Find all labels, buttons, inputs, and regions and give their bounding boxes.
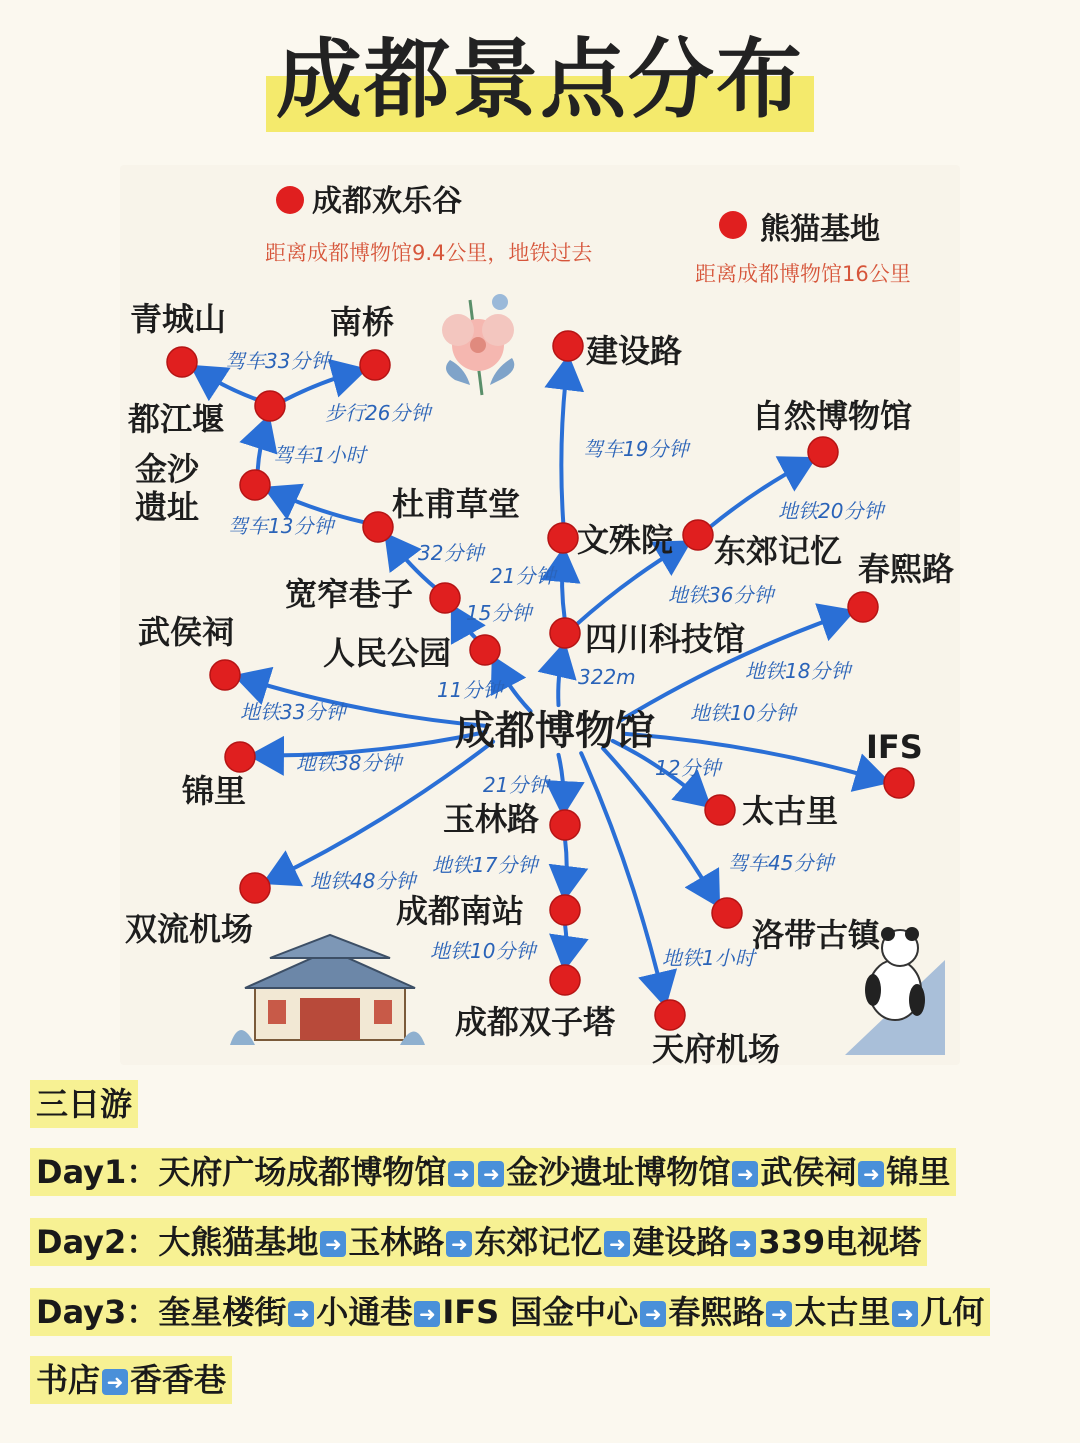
huanle-marker[interactable] — [276, 186, 304, 214]
day1-stop: 金沙遗址博物馆 — [506, 1153, 731, 1191]
day3-stop: 春熙路 — [668, 1293, 765, 1331]
marker-luodai[interactable] — [712, 898, 742, 928]
label-dufu: 杜甫草堂 — [392, 485, 521, 523]
marker-wuhou[interactable] — [210, 660, 240, 690]
note-huanle — [265, 184, 592, 266]
note-panda — [695, 211, 911, 286]
marker-jianshe[interactable] — [553, 331, 583, 361]
label-luodai: 洛带古镇 — [752, 916, 881, 954]
marker-taikoo[interactable] — [705, 795, 735, 825]
marker-renmin[interactable] — [470, 635, 500, 665]
itinerary-day3-continued — [30, 1356, 232, 1404]
day3-stop: IFS 国金中心 — [442, 1293, 639, 1331]
marker-qingcheng[interactable] — [167, 347, 197, 377]
route-wenshu_jianshe — [561, 362, 567, 524]
arrow-right-icon: ➜ — [730, 1231, 756, 1257]
marker-jinsha[interactable] — [240, 470, 270, 500]
route-label-center_ifs: 地铁10分钟 — [690, 701, 796, 725]
route-label-dongjiao_ziran: 地铁20分钟 — [778, 499, 884, 523]
marker-chunxi[interactable] — [848, 592, 878, 622]
marker-dongjiao[interactable] — [683, 520, 713, 550]
day1-stop: 武侯祠 — [760, 1153, 857, 1191]
map-canvas — [120, 165, 960, 1065]
route-label-dujiangyan_qingcheng: 驾车33分钟 — [225, 349, 331, 373]
day3-stop: 小通巷 — [316, 1293, 413, 1331]
day2-stop: 东郊记忆 — [474, 1223, 603, 1261]
label-wuhou: 武侯祠 — [138, 613, 235, 651]
arrow-right-icon: ➜ — [892, 1301, 918, 1327]
label-shuangzi: 成都双子塔 — [455, 1003, 616, 1041]
arrow-right-icon: ➜ — [320, 1231, 346, 1257]
route-yulin_nanzhan — [565, 839, 567, 894]
route-label-center_luodai: 驾车45分钟 — [728, 851, 834, 875]
route-center_yulin — [559, 755, 564, 809]
marker-nanqiao[interactable] — [360, 350, 390, 380]
day2-stop: 建设路 — [632, 1223, 729, 1261]
day3-stop: 香香巷 — [130, 1361, 227, 1399]
route-label-center_sichuan: 322m — [578, 665, 636, 689]
arrow-right-icon: ➜ — [478, 1161, 504, 1187]
label-qingcheng: 青城山 — [130, 300, 227, 338]
day3-stop: 奎星楼街 — [158, 1293, 287, 1331]
label-wenshu: 文殊院 — [577, 521, 674, 559]
huanle-label: 成都欢乐谷 — [312, 184, 462, 219]
panda-label: 熊猫基地 — [760, 212, 880, 247]
label-jianshe: 建设路 — [586, 332, 683, 370]
marker-dufu[interactable] — [363, 512, 393, 542]
route-label-kuanzhai_jinsha: 驾车13分钟 — [228, 514, 334, 538]
day3-label: Day3： — [36, 1293, 159, 1331]
arrow-right-icon: ➜ — [766, 1301, 792, 1327]
route-dujiangyan_qingcheng — [196, 369, 257, 400]
marker-kuanzhai[interactable] — [430, 583, 460, 613]
label-jinsha: 遗址 — [135, 488, 200, 526]
route-label-kuanzhai_dufu: 32分钟 — [418, 541, 484, 565]
route-label-sichuan_dongjiao: 地铁36分钟 — [668, 583, 774, 607]
label-ziran: 自然博物馆 — [752, 397, 913, 435]
route-label-center_chunxi: 地铁18分钟 — [745, 659, 851, 683]
itinerary-day3 — [30, 1288, 990, 1336]
route-label-dujiangyan_nanqiao: 步行26分钟 — [325, 401, 431, 425]
arrow-right-icon: ➜ — [732, 1161, 758, 1187]
arrow-right-icon: ➜ — [858, 1161, 884, 1187]
label-nanqiao: 南桥 — [330, 303, 395, 341]
arrow-right-icon: ➜ — [640, 1301, 666, 1327]
day2-stop: 玉林路 — [348, 1223, 445, 1261]
route-jinsha_dujiangyan — [258, 422, 267, 472]
attraction-map — [120, 165, 960, 1065]
label-dongjiao: 东郊记忆 — [714, 532, 843, 570]
label-tianfu: 天府机场 — [652, 1030, 781, 1065]
page-title — [0, 28, 1080, 132]
route-nanzhan_shuangzi — [565, 924, 566, 964]
marker-nanzhan[interactable] — [550, 895, 580, 925]
route-label-center_renmin: 11分钟 — [437, 678, 503, 702]
marker-shuangzi[interactable] — [550, 965, 580, 995]
marker-ifs[interactable] — [884, 768, 914, 798]
route-label-center_taikoo: 12分钟 — [655, 756, 721, 780]
label-ifs: IFS — [866, 728, 923, 766]
label-jinsha: 金沙 — [135, 450, 200, 488]
itinerary-day2 — [30, 1218, 927, 1266]
marker-jinli[interactable] — [225, 742, 255, 772]
route-label-nanzhan_shuangzi: 地铁10分钟 — [430, 939, 536, 963]
day3-stop: 几何 — [920, 1293, 985, 1331]
arrow-right-icon: ➜ — [448, 1161, 474, 1187]
route-label-center_wuhou: 地铁33分钟 — [240, 700, 346, 724]
route-label-sichuan_wenshu: 21分钟 — [490, 564, 556, 588]
label-chunxi: 春熙路 — [858, 550, 955, 588]
label-renmin: 人民公园 — [323, 634, 452, 672]
route-label-renmin_kuanzhai: 15分钟 — [466, 601, 532, 625]
route-label-center_jinli: 地铁38分钟 — [296, 751, 402, 775]
label-yulin: 玉林路 — [443, 800, 540, 838]
route-label-center_shuangliu: 地铁48分钟 — [310, 869, 416, 893]
day1-stop: 锦里 — [886, 1153, 951, 1191]
label-nanzhan: 成都南站 — [396, 892, 525, 930]
marker-yulin[interactable] — [550, 810, 580, 840]
label-sichuan: 四川科技馆 — [585, 620, 746, 658]
arrow-right-icon: ➜ — [414, 1301, 440, 1327]
itinerary-heading: 三日游 — [30, 1080, 138, 1128]
panda-note: 距离成都博物馆16公里 — [695, 262, 911, 286]
day1-stop: 天府广场成都博物馆 — [158, 1153, 447, 1191]
marker-ziran[interactable] — [808, 437, 838, 467]
day1-label: Day1： — [36, 1153, 159, 1191]
itinerary-day1 — [30, 1148, 956, 1196]
marker-shuangliu[interactable] — [240, 873, 270, 903]
marker-tianfu[interactable] — [655, 1000, 685, 1030]
day3-stop: 书店 — [36, 1361, 101, 1399]
label-kuanzhai: 宽窄巷子 — [285, 575, 414, 613]
panda-marker[interactable] — [719, 211, 747, 239]
marker-dujiangyan[interactable] — [255, 391, 285, 421]
day2-stop: 339电视塔 — [758, 1223, 922, 1261]
arrow-right-icon: ➜ — [102, 1369, 128, 1395]
huanle-note: 距离成都博物馆9.4公里，地铁过去 — [265, 241, 593, 265]
arrow-right-icon: ➜ — [446, 1231, 472, 1257]
route-dujiangyan_nanqiao — [283, 371, 360, 401]
label-dujiangyan: 都江堰 — [128, 400, 225, 438]
route-label-center_yulin: 21分钟 — [483, 773, 549, 797]
arrow-right-icon: ➜ — [604, 1231, 630, 1257]
flower-illustration — [442, 294, 514, 395]
temple-illustration — [230, 935, 425, 1045]
route-center_sichuan — [558, 649, 563, 705]
label-shuangliu: 双流机场 — [125, 910, 254, 948]
route-label-wenshu_jianshe: 驾车19分钟 — [583, 437, 689, 461]
route-center_tianfu — [581, 753, 664, 1000]
day2-label: Day2： — [36, 1223, 159, 1261]
page-title-text: 成都景点分布 — [266, 28, 814, 132]
route-sichuan_wenshu — [562, 554, 565, 619]
day3-stop: 太古里 — [794, 1293, 891, 1331]
label-center: 成都博物馆 — [455, 708, 655, 754]
marker-wenshu[interactable] — [548, 523, 578, 553]
day2-stop: 大熊猫基地 — [158, 1223, 319, 1261]
label-taikoo: 太古里 — [742, 792, 839, 830]
marker-sichuan[interactable] — [550, 618, 580, 648]
arrow-right-icon: ➜ — [288, 1301, 314, 1327]
route-label-yulin_nanzhan: 地铁17分钟 — [432, 853, 538, 877]
route-label-jinsha_dujiangyan: 驾车1小时 — [273, 443, 366, 467]
route-label-center_tianfu: 地铁1小时 — [662, 946, 755, 970]
label-jinli: 锦里 — [182, 772, 247, 810]
